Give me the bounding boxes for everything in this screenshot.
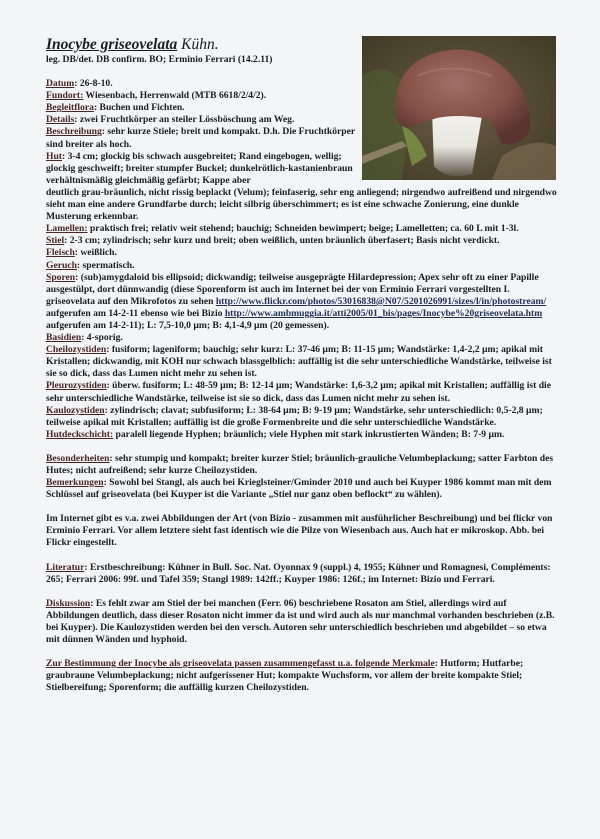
value-pleurozystiden: : überw. fusiform; L: 48-59 µm; B: 12-14 µm; Wandstärke: 1,6-3,2 µm; apikal mit Kristallen; auffällig ist die sehr unterschiedliche Wandstärke, teilweise ist sie so dick, dass das Lumen nicht mehr zu sehen ist. — [46, 380, 551, 404]
label-datum: Datum — [46, 78, 75, 90]
label-begleitflora: Begleitflora — [46, 102, 94, 114]
label-sporen: Sporen — [46, 271, 76, 283]
value-cheilozystiden: : fusiform; lageniform; bauchig; sehr kurz: L: 37-46 µm; B: 11-15 µm; Wandstärke: 1,4-2,2 µm; apikal mit Kristallen; dickwandig, mit KOH nur schwach blassgelblich: auffällig ist die sehr unterschiedliche Wandstärke, teilweise ist sie so dick, dass das Lumen nicht mehr zu sehen ist. — [46, 344, 552, 380]
value-sporen-c: aufgerufen am 14-2-11); L: 7,5-10,0 µm; B: 4,1-4,9 µm (20 gemessen). — [46, 319, 330, 331]
label-cheilozystiden: Cheilozystiden — [46, 344, 107, 356]
field-hut — [46, 151, 358, 187]
field-begleitflora — [46, 102, 358, 114]
field-basidien — [46, 332, 558, 344]
field-literatur — [46, 562, 558, 586]
field-geruch — [46, 260, 558, 272]
label-geruch: Geruch — [46, 259, 77, 271]
value-literatur: : Erstbeschreibung: Kühner in Bull. Soc. Nat. Oyonnax 9 (suppl.) 4, 1955; Kühner und Romagnesi, Compléments: 265; Ferrari 2006: 99f. und Tafel 359; Stangl 1989: 142ff.; Kuyper 1986: 126f.; im Internet: Bizio und Ferrari. — [46, 561, 551, 585]
field-stiel — [46, 235, 558, 247]
document-page — [46, 36, 558, 694]
value-kaulozystiden: : zylindrisch; clavat; subfusiform; L: 38-64 µm; B: 9-19 µm; Wandstärke, sehr unterschiedlich: 0,5-2,8 µm; teilweise apikal mit Kristallen; auffällig ist die große Formenbreite und die sehr unterschiedliche Wandstärke. — [46, 404, 543, 428]
value-sporen-a: : (sub)amygdaloid bis ellipsoid; dickwandig; teilweise ausgeprägte Hilardepression; Apex sehr oft zu einer Papille ausgestülpt, dort dünnwandig (diese Sporenform ist auch im Internet bei der von Erminio Ferrari vorgestellten I. griseovelata auf den Mikrofotos zu sehen — [46, 271, 539, 307]
field-hutdeckschicht — [46, 429, 558, 441]
label-fleisch: Fleisch — [46, 247, 75, 259]
field-kaulozystiden — [46, 405, 558, 429]
value-datum: : 26-8-10. — [74, 78, 113, 90]
label-basidien: Basidien — [46, 332, 82, 344]
label-pleurozystiden: Pleurozystiden — [46, 380, 107, 392]
label-lamellen: Lamellen: — [46, 223, 88, 235]
mushroom-photo-image — [362, 36, 556, 180]
label-fundort: Fundort: — [46, 90, 84, 102]
label-details: Details — [46, 114, 75, 126]
flickr-link[interactable]: http://www.flickr.com/photos/53016838@N07/5201026991/sizes/l/in/photostream/ — [215, 295, 547, 307]
value-begleitflora: : Buchen und Fichten. — [93, 102, 185, 114]
value-diskussion: : Es fehlt zwar am Stiel der bei manchen (Ferr. 06) beschriebene Rosaton am Stiel, allerdings wird auf Abbildungen deutlich, dass dieser Rosaton nicht immer da ist und wird auch als nur manchmal vorhanden beschrieben (z.B. bei Kuyper). Die Kaulozystiden werden bei den versch. Autoren sehr unterschiedlich beschrieben und abgebildet – so etwa mit dünnen Wänden und hyphoid. — [46, 597, 555, 646]
field-sporen — [46, 272, 558, 332]
field-fleisch — [46, 247, 558, 259]
label-literatur: Literatur — [46, 561, 85, 573]
value-besonderheiten: : sehr stumpig und kompakt; breiter kurzer Stiel; bräunlich-grauliche Velumbeplackung; satter Farbton des Hutes; nicht aufreißend; sehr kurze Cheilozystiden. — [46, 452, 554, 476]
value-hutdeckschicht: paralell liegende Hyphen; bräunlich; viele Hyphen mit stark inkrustierten Wänden; B: 7-9 µm. — [113, 428, 505, 440]
value-beschreibung: : sehr kurze Stiele; breit und kompakt. D.h. Die Fruchtkörper sind breiter als hoch. — [46, 126, 355, 150]
field-internet: Im Internet gibt es v.a. zwei Abbildungen der Art (von Bizio - zusammen mit ausführlicher Beschreibung) und bei flickr von Erminio Ferrari. Vor allem letztere sieht fast identisch wie die Pilze von Wiesenbach aus. Auch hat er mikroskop. Abb. bei Flickr eingestellt. — [46, 513, 553, 549]
label-diskussion: Diskussion — [46, 597, 91, 609]
value-lamellen: praktisch frei; relativ weit stehend; bauchig; Schneiden bewimpert; beige; Lamelletten; ca. 60 L mit 1-3l. — [87, 223, 519, 235]
species-author: Kühn. — [181, 36, 219, 53]
field-bemerkungen — [46, 477, 558, 501]
ambmuggia-link[interactable]: http://www.ambmuggia.it/atti2005/01_bis/pages/Inocybe%20griseovelata.htm — [224, 307, 543, 319]
field-cheilozystiden — [46, 344, 558, 380]
field-details — [46, 114, 358, 126]
field-hut-continued: deutlich grau-bräunlich, nicht rissig beplackt (Velum); feinfaserig, sehr eng anliegend; nirgendwo aufreißend und nirgendwo sieht man eine andere Grundfarbe durch; leicht silbrig überschimmert; es ist eine schwache Zonierung, eine dunkle Musterung erkennbar. — [46, 186, 557, 223]
label-hut: Hut — [46, 150, 62, 162]
value-fleisch: : weißlich. — [74, 247, 117, 259]
value-details: : zwei Fruchtkörper an steiler Lössböschung am Weg. — [74, 114, 295, 126]
value-basidien: : 4-sporig. — [81, 332, 123, 344]
value-stiel: : 2-3 cm; zylindrisch; sehr kurz und breit; oben weißlich, unten bräunlich überfasert; Basis nicht verdickt. — [64, 235, 500, 247]
mushroom-photo — [362, 36, 556, 180]
field-fundort — [46, 90, 358, 102]
label-kaulozystiden: Kaulozystiden — [46, 404, 105, 416]
label-bemerkungen: Bemerkungen — [46, 477, 104, 489]
field-pleurozystiden — [46, 380, 558, 404]
value-fundort: Wiesenbach, Herrenwald (MTB 6618/2/4/2). — [83, 90, 267, 102]
value-sporen-b: aufgerufen am 14-2-11 ebenso wie bei Bizio — [46, 307, 225, 319]
field-beschreibung — [46, 126, 358, 150]
label-stiel: Stiel — [46, 235, 65, 247]
field-bestimmung — [46, 658, 558, 694]
label-beschreibung: Beschreibung — [46, 126, 102, 138]
value-bemerkungen: : Sowohl bei Stangl, als auch bei Krieglsteiner/Gminder 2010 und auch bei Kuyper 1986 kommt man mit dem Schlüssel auf griseovelata (bei Kuyper ist die Variante „Stiel nur ganz oben beflockt“ zu wählen). — [46, 477, 552, 501]
value-hut-a: : 3-4 cm; glockig bis schwach ausgebreitet; Rand eingebogen, wellig; glockig geschweift; breiter stumpfer Buckel; dunkelrötlich-kastanienbraun verhältnismäßig gleichmäßig gefärbt; Kappe aber — [46, 150, 353, 186]
field-diskussion — [46, 598, 558, 646]
field-datum — [46, 78, 358, 90]
value-geruch: : spermatisch. — [76, 259, 135, 271]
species-name: Inocybe griseovelata — [46, 36, 178, 53]
collector-line: leg. DB/det. DB confirm. BO; Erminio Ferrari (14.2.11) — [46, 54, 273, 65]
label-hutdeckschicht: Hutdeckschicht: — [46, 428, 114, 440]
field-lamellen — [46, 223, 558, 235]
value-bestimmung: : Hutform; Hutfarbe; graubraune Velumbeplackung; nicht aufgerissener Hut; kompakte Wuchsform, vor allem der breite kompakte Stiel; Stielbereifung; Sporenform; die auffällig kurzen Cheilozystiden. — [46, 658, 524, 694]
label-bestimmung: Zur Bestimmung der Inocybe als griseovelata passen zusammengefasst u.a. folgende Merkmale — [46, 658, 435, 670]
field-besonderheiten — [46, 453, 558, 477]
label-besonderheiten: Besonderheiten — [46, 452, 110, 464]
